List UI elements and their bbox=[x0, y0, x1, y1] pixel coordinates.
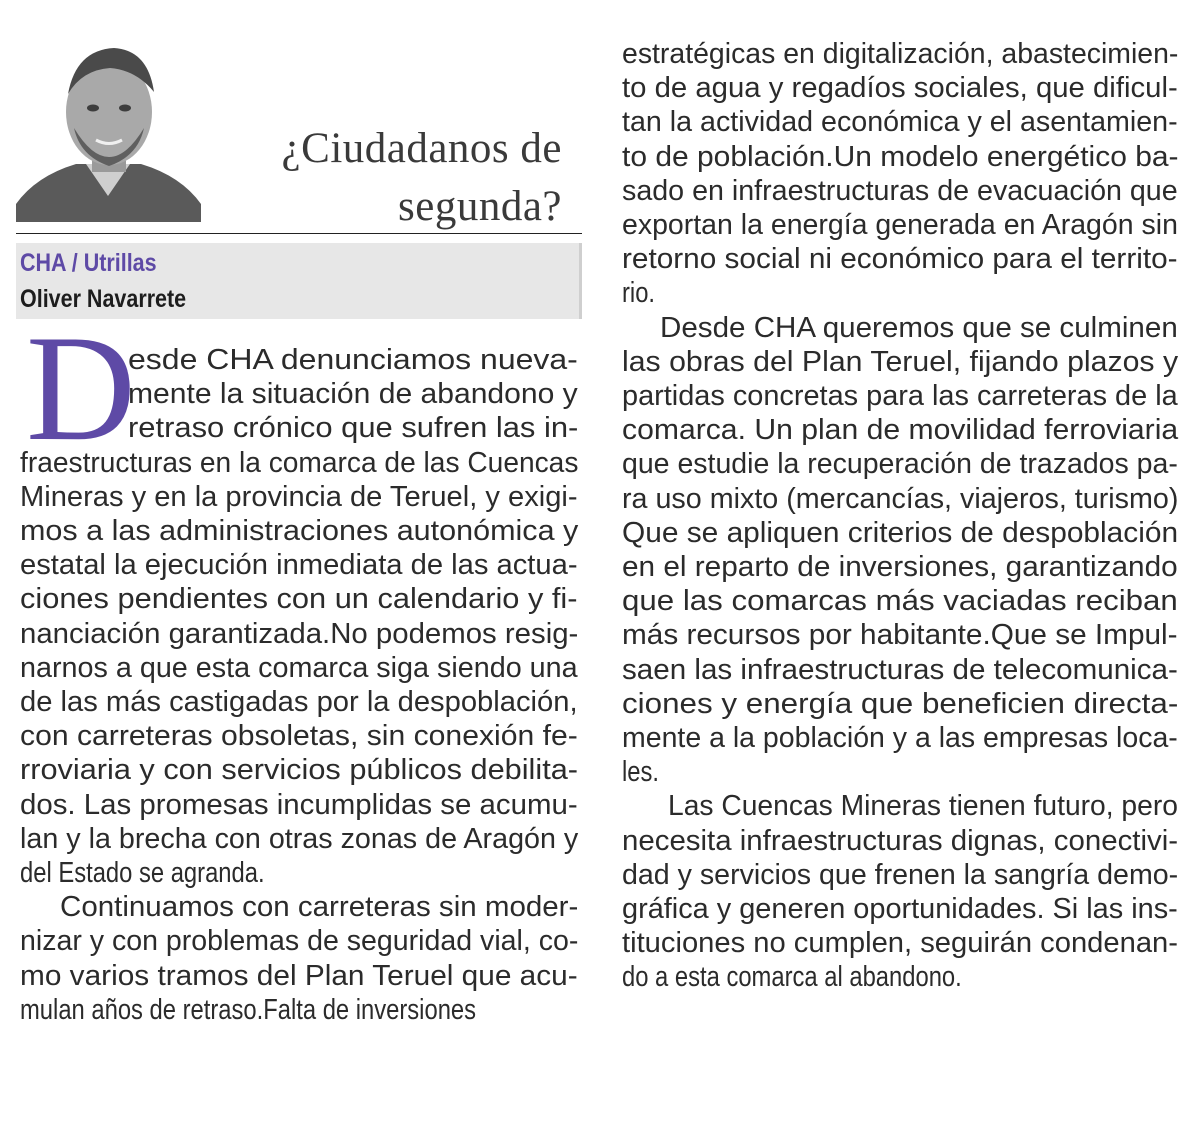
author-portrait-icon bbox=[16, 36, 201, 222]
text-line: estratégicas en digitalización, abastecimien- bbox=[622, 38, 1179, 70]
text-line: to de agua y regadíos sociales, que dificul- bbox=[622, 72, 1178, 105]
text-line: ciones pendientes con un calendario y fi- bbox=[20, 583, 578, 616]
title-line-2: segunda? bbox=[398, 183, 562, 230]
text-line: fraestructuras en la comarca de las Cuencas bbox=[20, 446, 579, 479]
text-line: comarca. Un plan de movilidad ferroviaria bbox=[622, 414, 1179, 447]
text-line: nizar y con problemas de seguridad vial, co- bbox=[20, 925, 579, 958]
text-line: do a esta comarca al abandono. bbox=[622, 961, 962, 994]
text-line: necesita infraestructuras dignas, conectivi- bbox=[622, 824, 1179, 857]
text-line: que estudie la recuperación de trazados pa- bbox=[622, 448, 1178, 481]
text-line: Mineras y en la provincia de Teruel, y exigi- bbox=[20, 480, 578, 513]
text-line: de las más castigadas por la despoblación, bbox=[20, 686, 578, 718]
text-line: narnos a que esta comarca siga siendo una bbox=[20, 651, 578, 684]
text-line: del Estado se agranda. bbox=[20, 857, 265, 889]
text-line: partidas concretas para las carreteras de la bbox=[622, 380, 1178, 412]
text-line: les. bbox=[622, 756, 660, 789]
text-line: Las Cuencas Mineras tienen futuro, pero bbox=[668, 790, 1178, 823]
text-line: esde CHA denunciamos nueva- bbox=[128, 344, 578, 376]
text-line: tan la actividad económica y el asentamien- bbox=[622, 106, 1178, 139]
text-line: Que se apliquen criterios de despoblación bbox=[622, 516, 1179, 549]
text-line: dad y servicios que frenen la sangría demo- bbox=[622, 858, 1179, 891]
text-line: en el reparto de inversiones, garantizando bbox=[622, 551, 1178, 583]
text-line: mo varios tramos del Plan Teruel que acu- bbox=[20, 959, 578, 992]
text-line: rio. bbox=[622, 277, 656, 310]
text-line: estatal la ejecución inmediata de las actua- bbox=[20, 549, 578, 582]
text-line: mulan años de retraso.Falta de inversiones bbox=[20, 993, 477, 1026]
text-line: gráfica y generen oportunidades. Si las ins- bbox=[622, 893, 1178, 925]
text-line: sado en infraestructuras de evacuación que bbox=[622, 174, 1178, 207]
text-line: mente la situación de abandono y bbox=[128, 378, 578, 411]
text-line: Desde CHA queremos que se culminen bbox=[660, 311, 1178, 344]
title-line-1: ¿Ciudadanos de bbox=[281, 125, 562, 172]
text-line: con carreteras obsoletas, sin conexión fe- bbox=[20, 720, 578, 753]
text-line: más recursos por habitante.Que se Impul- bbox=[622, 619, 1178, 652]
text-line: nanciación garantizada.No podemos resig- bbox=[20, 617, 579, 650]
text-line: saen las infraestructuras de telecomunica- bbox=[622, 653, 1178, 686]
text-line: mos a las administraciones autonómica y bbox=[20, 515, 579, 547]
text-line: tituciones no cumplen, seguirán condenan- bbox=[622, 927, 1178, 960]
title-divider bbox=[16, 233, 582, 234]
text-line: dos. Las promesas incumplidas se acumu- bbox=[20, 788, 578, 821]
text-line: retraso crónico que sufren las in- bbox=[128, 412, 579, 445]
text-line: Continuamos con carreteras sin moder- bbox=[60, 891, 579, 924]
text-line: to de población.Un modelo energético ba- bbox=[622, 140, 1179, 173]
author-name: Oliver Navarrete bbox=[20, 285, 187, 313]
text-line: ciones y energía que beneficien directa- bbox=[622, 687, 1179, 720]
author-photo bbox=[16, 36, 201, 222]
text-line: ra uso mixto (mercancías, viajeros, turismo) bbox=[622, 482, 1179, 515]
text-line: las obras del Plan Teruel, fijando plazos y bbox=[622, 345, 1179, 378]
article-title bbox=[200, 120, 562, 236]
text-line: retorno social ni económico para el territo- bbox=[622, 243, 1178, 276]
text-line: rroviaria y con servicios públicos debilita- bbox=[20, 754, 579, 787]
text-line: mente a la población y a las empresas loca- bbox=[622, 722, 1178, 754]
text-line: lan y la brecha con otras zonas de Aragón y bbox=[20, 822, 579, 855]
text-line: exportan la energía generada en Aragón sin bbox=[622, 209, 1178, 241]
drop-cap: D bbox=[26, 304, 136, 472]
section-label: CHA / Utrillas bbox=[20, 249, 157, 277]
text-line: que las comarcas más vaciadas reciban bbox=[622, 585, 1178, 618]
